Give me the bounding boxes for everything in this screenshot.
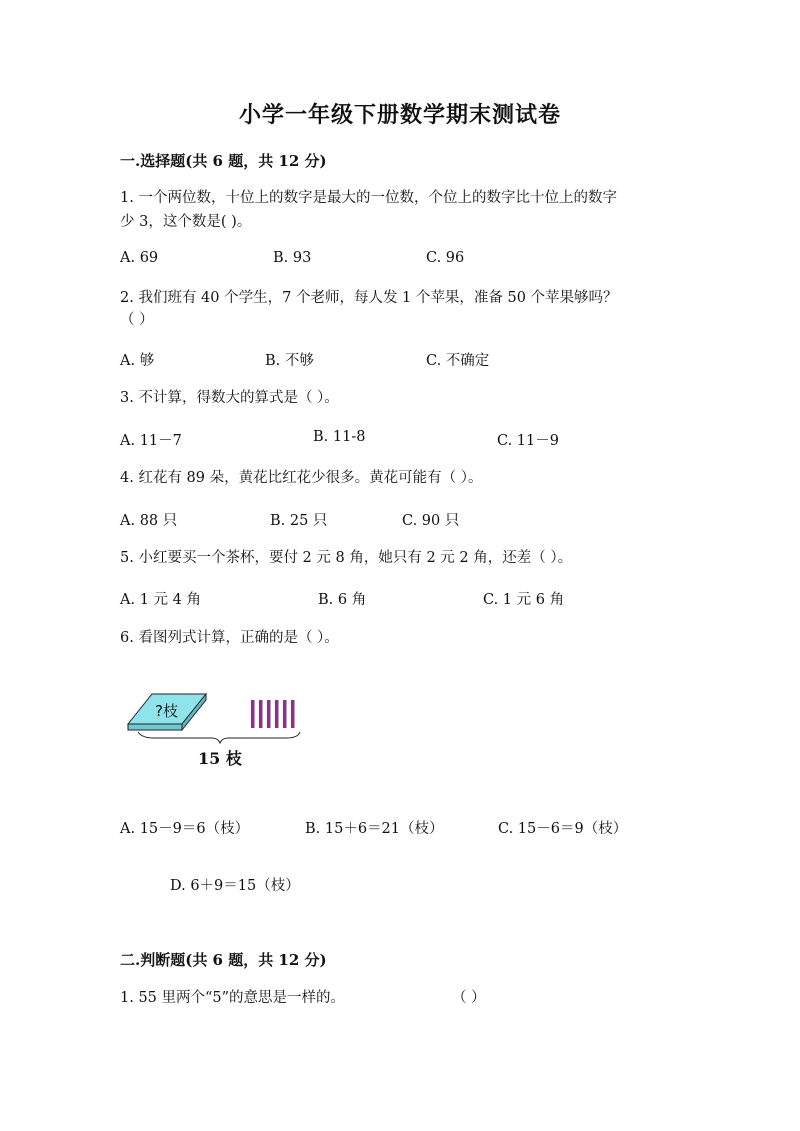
q4-option-c: C. 90 只	[402, 513, 460, 529]
pencil-stick	[291, 700, 295, 728]
q1-option-c: C. 96	[426, 250, 465, 266]
q6-option-b: B. 15＋6＝21（枝）	[305, 821, 444, 837]
pencil-stick	[259, 700, 263, 728]
q1-option-b: B. 93	[273, 250, 312, 266]
q2-option-b: B. 不够	[265, 353, 314, 369]
judgement-1-paren: （ ）	[452, 990, 486, 1006]
question-6-line-1: 6. 看图列式计算，正确的是（ ）。	[120, 630, 339, 646]
section-heading-choice: 一.选择题(共 6 题，共 12 分)	[120, 152, 327, 170]
pencil-stick	[267, 700, 271, 728]
total-brace	[138, 732, 300, 743]
q6-option-c: C. 15－6＝9（枝）	[498, 821, 628, 837]
question-1-line-1: 1. 一个两位数，十位上的数字是最大的一位数，个位上的数字比十位上的数字	[120, 190, 617, 206]
pencil-box-front	[128, 724, 182, 730]
q4-option-b: B. 25 只	[270, 513, 328, 529]
section-heading-judgement: 二.判断题(共 6 题，共 12 分)	[120, 951, 327, 969]
question-4-line-1: 4. 红花有 89 朵，黄花比红花少很多。黄花可能有（ ）。	[120, 470, 483, 486]
box-label: ?枝	[155, 702, 178, 720]
q6-option-d: D. 6＋9＝15（枝）	[170, 878, 300, 894]
q1-option-a: A. 69	[120, 250, 159, 266]
q5-option-b: B. 6 角	[318, 592, 367, 608]
q3-option-a: A. 11－7	[120, 433, 182, 449]
question-5-line-1: 5. 小红要买一个茶杯，要付 2 元 8 角，她只有 2 元 2 角，还差（ ）。	[120, 550, 573, 566]
question-1-line-2: 少 3，这个数是( )。	[120, 214, 252, 230]
pencil-figure	[120, 688, 320, 778]
q2-option-c: C. 不确定	[426, 353, 490, 369]
pencil-stick	[275, 700, 279, 728]
pencil-diagram	[120, 688, 320, 778]
q3-option-b: B. 11-8	[313, 429, 366, 445]
question-3-line-1: 3. 不计算，得数大的算式是（ ）。	[120, 390, 339, 406]
total-label: 15 枝	[198, 749, 242, 768]
question-2-line-1: 2. 我们班有 40 个学生，7 个老师，每人发 1 个苹果，准备 50 个苹果够吗？	[120, 290, 618, 306]
judgement-1-text: 1. 55 里两个“5”的意思是一样的。	[120, 990, 346, 1006]
question-2-line-2: （ ）	[120, 312, 154, 328]
q5-option-a: A. 1 元 4 角	[120, 592, 201, 608]
pencil-stick	[283, 700, 287, 728]
q6-option-a: A. 15－9＝6（枝）	[120, 821, 250, 837]
page-title: 小学一年级下册数学期末测试卷	[238, 102, 561, 128]
q4-option-a: A. 88 只	[120, 513, 178, 529]
q3-option-c: C. 11－9	[497, 433, 559, 449]
q5-option-c: C. 1 元 6 角	[483, 592, 565, 608]
q2-option-a: A. 够	[120, 353, 155, 369]
pencil-stick	[251, 700, 255, 728]
pencil-sticks	[251, 700, 295, 728]
